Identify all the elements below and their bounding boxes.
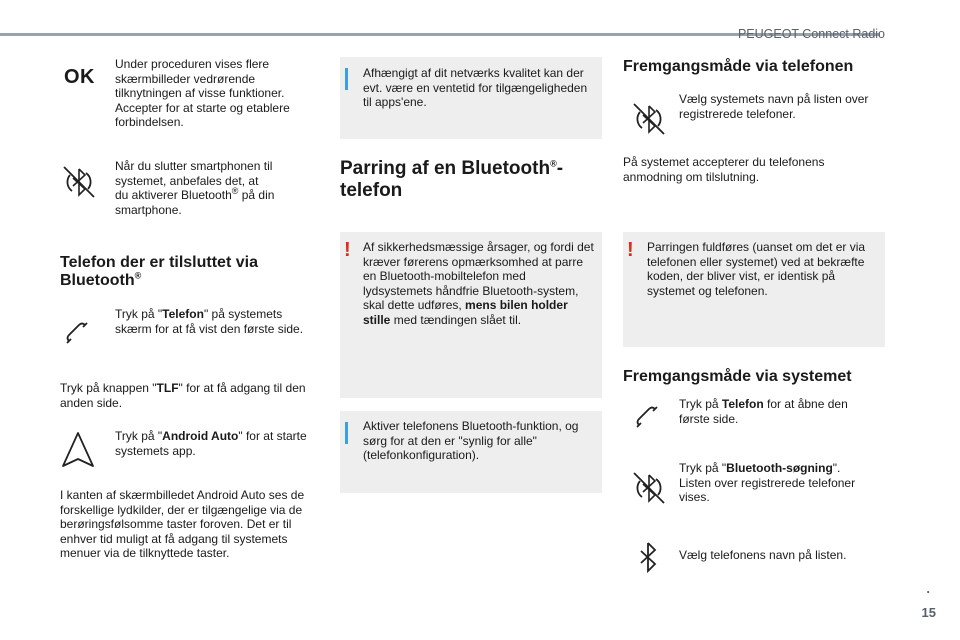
phone-handset-icon	[634, 404, 660, 430]
bluetooth-slash-icon	[58, 161, 100, 203]
bluetooth-slash-icon	[628, 467, 670, 509]
brand-title: PEUGEOT Connect Radio	[737, 27, 885, 41]
warning-safety-text: Af sikkerhedsmæssige årsager, og fordi det kræver førerens opmærksomhed at parre en Bluetooth-mobiltelefon med lydsystemets håndfrie Bluetooth-system, skal dette udføres, mens bilen holder stille med tændingen slået til.	[363, 240, 594, 327]
phone-select-instruction: Vælg systemets navn på listen over registrerede telefoner.	[679, 92, 869, 121]
android-auto-description: I kanten af skærmbilledet Android Auto ses de forskellige lydkilder, der er tilgængelige via de berøringsfølsomme taster foroven. Det er til enhver tid muligt at få adgang til systemets menuer via de tilknyttede taster.	[60, 488, 305, 560]
continuation-marker: .	[926, 581, 930, 596]
android-auto-instruction: Tryk på "Android Auto" for at starte systemets app.	[115, 429, 307, 458]
section-title-bluetooth-phone: Telefon der er tilsluttet via Bluetooth®	[60, 254, 258, 289]
bluetooth-slash-icon	[628, 98, 670, 140]
bluetooth-instruction: Når du slutter smartphonen til systemet, anbefales det, at du aktiverer Bluetooth® på din smartphone.	[115, 159, 275, 217]
tlf-instruction: Tryk på knappen "TLF" for at få adgang til den anden side.	[60, 381, 306, 410]
section-title-via-phone: Fremgangsmåde via telefonen	[623, 58, 854, 75]
phone-accept-instruction: På systemet accepterer du telefonens anmodning om tilslutning.	[623, 155, 825, 184]
bluetooth-search-instruction: Tryk på "Bluetooth-søgning". Listen over registrerede telefoner vises.	[679, 461, 856, 504]
warning-code-text: Parringen fuldføres (uanset om det er via telefonen eller systemet) ved at bekræfte koden, der bliver vist, er identisk på systemet og telefonen.	[647, 240, 866, 298]
section-title-via-system: Fremgangsmåde via systemet	[623, 368, 852, 385]
section-title-pairing: Parring af en Bluetooth®-telefon	[340, 158, 564, 201]
info-network-text: Afhængigt af dit netværks kvalitet kan der evt. være en ventetid for tilgængeligheden til apps'ene.	[363, 66, 588, 109]
phone-instruction: Tryk på "Telefon" på systemets skærm for at få vist den første side.	[115, 307, 304, 336]
system-phone-instruction: Tryk på Telefon for at åbne den første side.	[679, 397, 848, 426]
header-rule-left	[0, 33, 480, 36]
info-icon	[345, 422, 348, 444]
page-number: 15	[921, 605, 936, 620]
info-bluetooth-text: Aktiver telefonens Bluetooth-funktion, og sørg for at den er "synlig for alle" (telefonkonfiguration).	[363, 419, 579, 462]
warning-icon: !	[344, 239, 351, 261]
select-phone-name-instruction: Vælg telefonens navn på listen.	[679, 548, 847, 562]
warning-icon: !	[627, 239, 634, 261]
bluetooth-icon	[636, 540, 660, 574]
ok-icon: OK	[64, 66, 95, 88]
info-icon	[345, 68, 348, 90]
ok-instruction: Under proceduren vises flere skærmbilleder vedrørende tilknytningen af visse funktioner. Accepter for at starte og etablere forbindelsen.	[115, 57, 290, 129]
phone-handset-icon	[64, 320, 90, 346]
android-auto-icon	[60, 430, 96, 470]
